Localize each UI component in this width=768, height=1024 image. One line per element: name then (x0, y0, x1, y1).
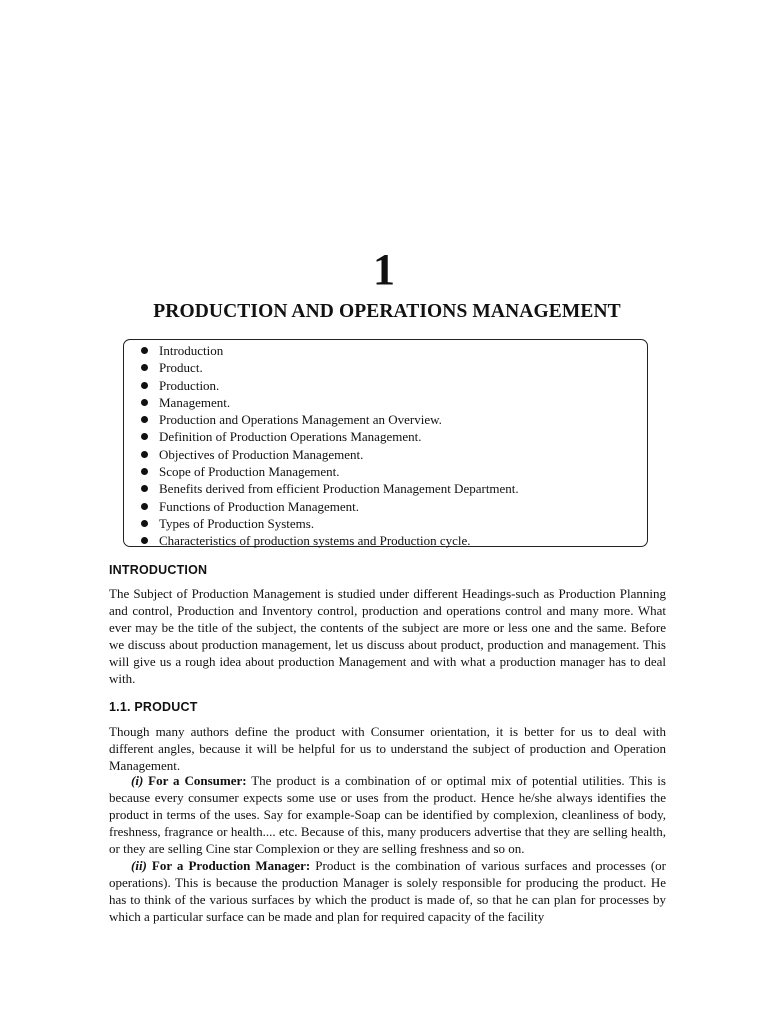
list-item-label: Introduction (159, 343, 224, 358)
manager-lead (131, 858, 310, 873)
manager-label: For a Production Manager: (146, 858, 311, 873)
list-item (124, 498, 647, 515)
product-heading: 1.1. PRODUCT (109, 700, 198, 714)
bullet-icon (141, 537, 148, 544)
list-item (124, 480, 647, 497)
introduction-paragraph: The Subject of Production Management is studied under different Headings-such as Production Planning and control, Production and Inventory control, production and operations control and many more. What ever may be the title of the subject, the contents of the subject are more or less one and the same. Before we discuss about production management, let us discuss about product, production and management. This will give us a rough idea about production Management and with what a production manager has to deal with. (109, 586, 666, 686)
list-item (124, 377, 647, 394)
bullet-icon (141, 520, 148, 527)
list-item (124, 463, 647, 480)
list-item (124, 342, 647, 359)
list-item (124, 394, 647, 411)
chapter-contents-list (124, 342, 647, 550)
bullet-icon (141, 382, 148, 389)
bullet-icon (141, 503, 148, 510)
list-item (124, 359, 647, 376)
bullet-icon (141, 468, 148, 475)
consumer-label: For a Consumer: (143, 773, 247, 788)
chapter-number: 1 (373, 245, 395, 294)
list-item-label: Product. (159, 360, 203, 376)
list-item (124, 428, 647, 445)
list-item-label: Benefits derived from efficient Production Management Department. (159, 481, 519, 497)
bullet-icon (141, 347, 148, 354)
list-item (124, 411, 647, 428)
list-item-label: Scope of Production Management. (159, 464, 340, 480)
consumer-numeral: (i) (131, 773, 144, 788)
introduction-heading: INTRODUCTION (109, 563, 208, 577)
chapter-title: PRODUCTION AND OPERATIONS MANAGEMENT (153, 301, 621, 322)
bullet-icon (141, 364, 148, 371)
list-item-label: Types of Production Systems. (159, 515, 315, 531)
manager-paragraph (109, 857, 666, 925)
chapter-contents-box (123, 339, 648, 547)
bullet-icon (141, 399, 148, 406)
list-item-label: Management. (159, 394, 231, 410)
bullet-icon (141, 416, 148, 423)
list-item-label: Characteristics of production systems and Production cycle. (159, 533, 471, 549)
list-item (124, 515, 647, 532)
manager-numeral: (ii) (131, 858, 147, 873)
list-item-label: Production and Operations Management an Overview. (159, 412, 442, 428)
product-paragraph: Though many authors define the product with Consumer orientation, it is better for us to deal with different angles, because it will be helpful for us to understand the subject of production and Operation Management. (109, 724, 666, 773)
bullet-icon (141, 451, 148, 458)
list-item-label: Definition of Production Operations Management. (159, 429, 422, 445)
list-item-label: Production. (159, 377, 220, 393)
bullet-icon (141, 485, 148, 492)
list-item (124, 532, 647, 549)
manager-text: Product is the combination of various surfaces and processes (or operations). This is because the production Manager is solely responsible for producing the product. He has to think of the various surfaces by which the product is made of, so that he can plan for processes by which a particular surface can be made and plan for required capacity of the facility (109, 858, 666, 924)
list-item (124, 446, 647, 463)
consumer-text: The product is a combination of or optimal mix of potential utilities. This is because every consumer expects some use or uses from the product. Hence he/she always identifies the product in terms of the uses. Say for example-Soap can be identified by complexion, cleanliness of body, freshness, fragrance or health.... etc. Because of this, many producers advertise that they are selling health, or they are selling Cine star Complexion or they are selling freshness and so on. (109, 773, 666, 856)
list-item-label: Functions of Production Management. (159, 498, 360, 514)
list-item-label: Objectives of Production Management. (159, 446, 364, 462)
bullet-icon (141, 433, 148, 440)
consumer-lead (131, 773, 247, 788)
consumer-paragraph (109, 772, 666, 857)
